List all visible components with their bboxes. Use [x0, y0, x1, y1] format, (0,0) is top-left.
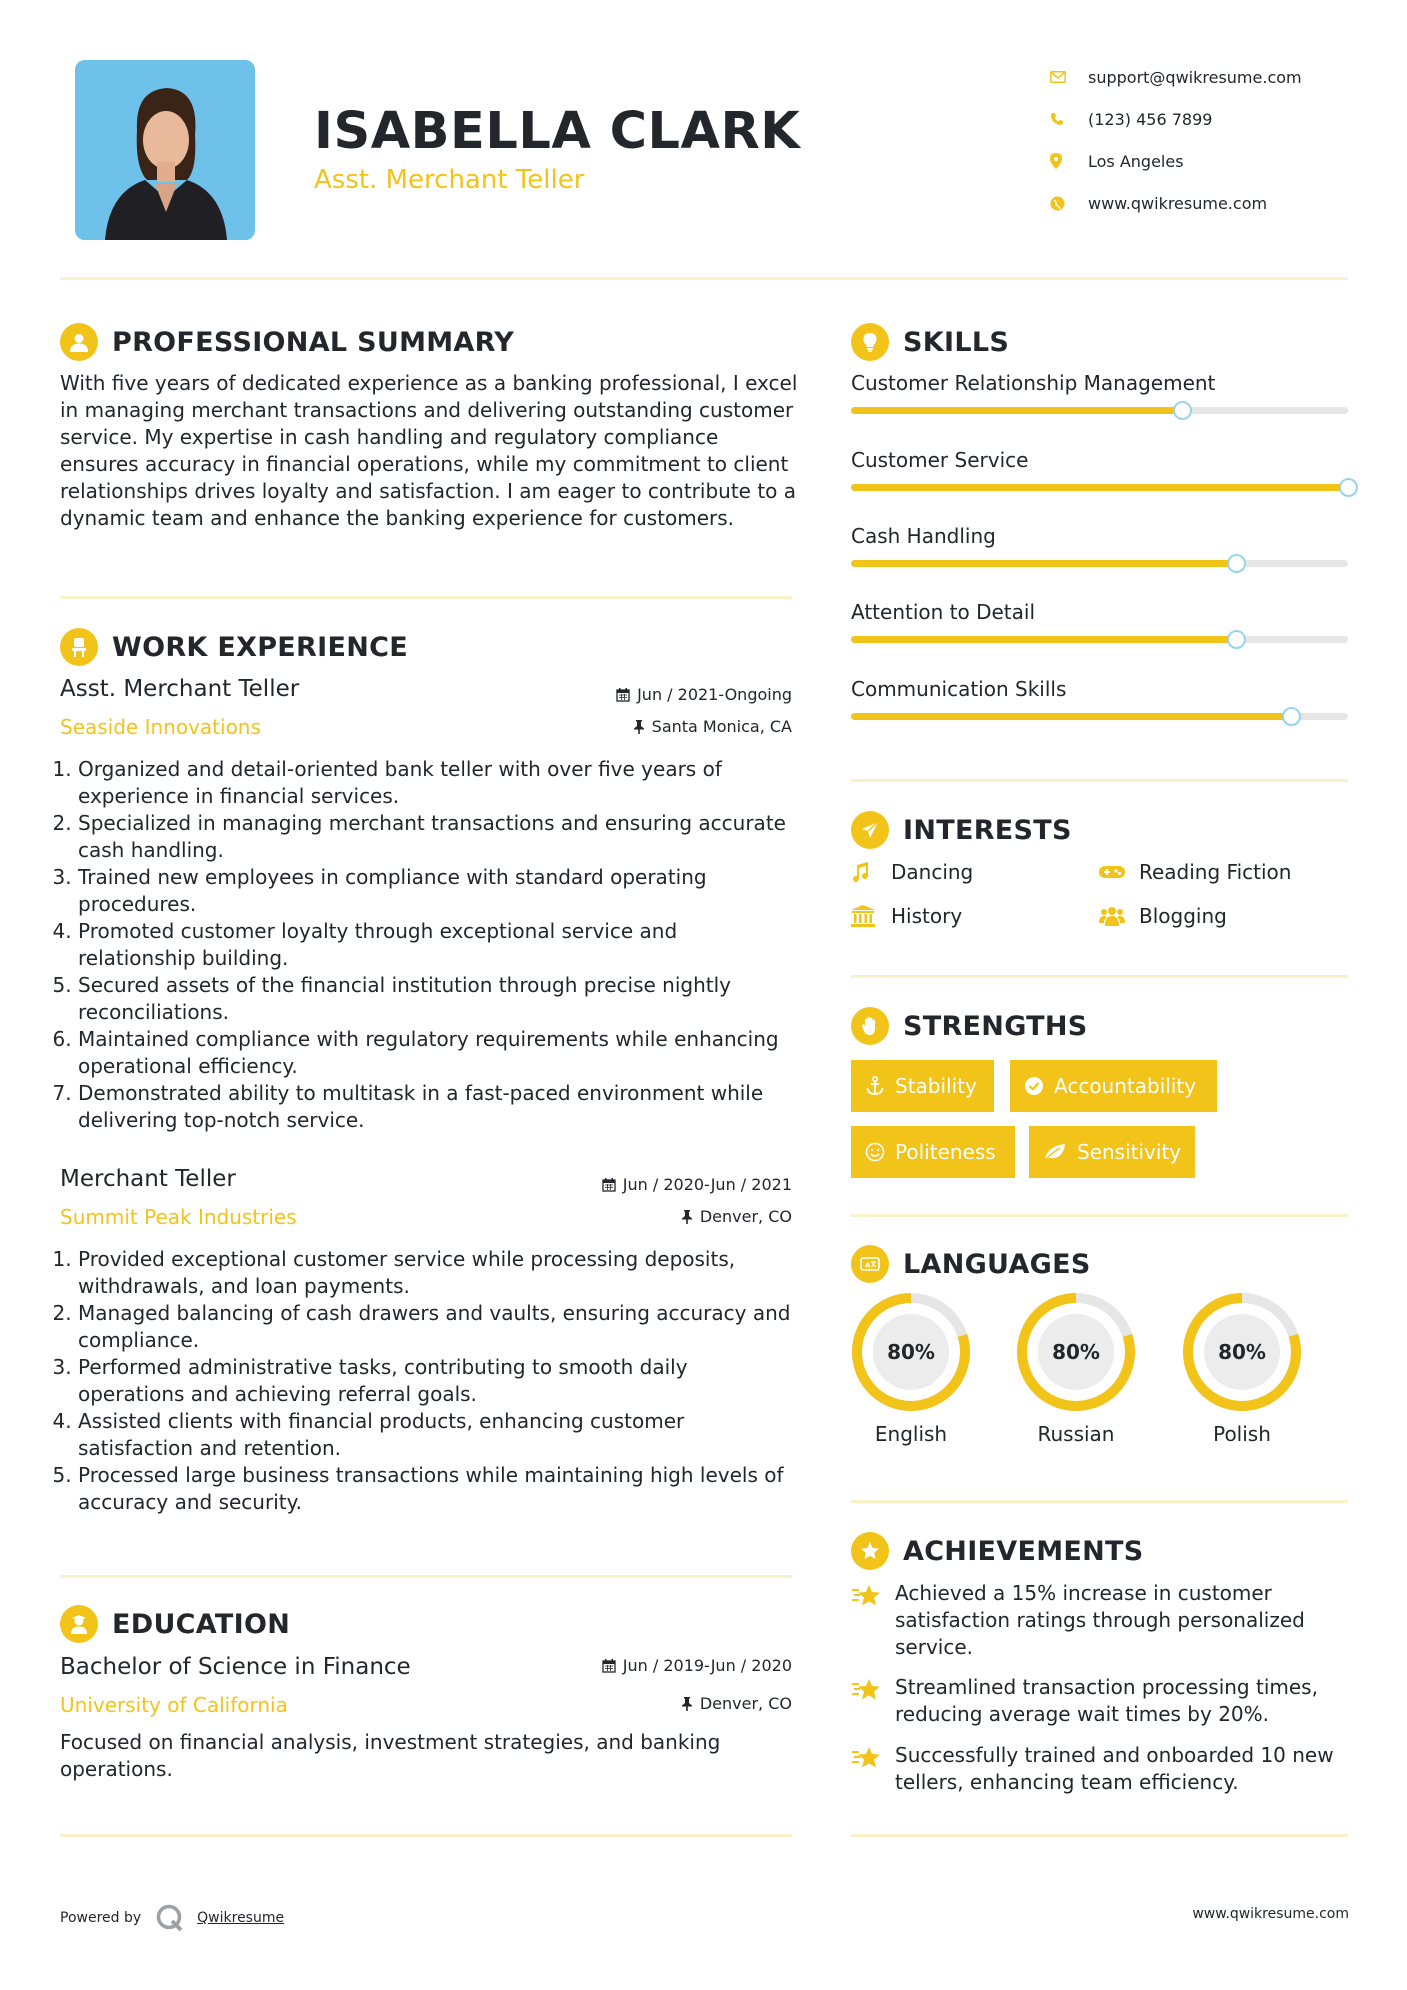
skill-bar-fill [851, 484, 1348, 491]
contact-list [1050, 56, 1370, 224]
skill-bar-knob [1227, 554, 1246, 573]
list-item: 3. Performed administrative tasks, contributing to smooth daily operations and achieving referral goals. [78, 1354, 800, 1408]
footer-brand-link[interactable]: Qwikresume [197, 1910, 285, 1926]
list-item: 5. Processed large business transactions while maintaining high levels of accuracy and security. [78, 1462, 800, 1516]
gamepad-icon [1099, 864, 1139, 880]
list-item: 1. Organized and detail-oriented bank teller with over five years of experience in financial services. [78, 756, 800, 810]
experience-divider [60, 1575, 792, 1578]
strengths-heading: STRENGTHS [851, 1007, 1088, 1045]
candidate-title: Asst. Merchant Teller [314, 165, 585, 195]
skill-item: Customer Service [851, 448, 1348, 472]
job-bullets [60, 1246, 800, 1516]
job-location: Denver, CO [681, 1207, 792, 1226]
skill-bar [851, 713, 1348, 720]
candidate-name: ISABELLA CLARK [314, 102, 801, 161]
job-date: Jun / 2021-Ongoing [616, 685, 792, 704]
language-item [1014, 1290, 1138, 1446]
paper-plane-icon [851, 811, 889, 849]
strength-badge: Sensitivity [1029, 1126, 1195, 1178]
list-item: 4. Promoted customer loyalty through exceptional service and relationship building. [78, 918, 800, 972]
lightbulb-icon [851, 323, 889, 361]
interest-item: History [851, 904, 962, 928]
leaf-icon [1043, 1142, 1067, 1162]
contact-website-text: www.qwikresume.com [1088, 193, 1268, 213]
skill-bar-knob [1282, 707, 1301, 726]
list-item: 7. Demonstrated ability to multitask in a fast-paced environment while delivering top-notch service. [78, 1080, 800, 1134]
list-item: 5. Secured assets of the financial institution through precise nightly reconciliations. [78, 972, 800, 1026]
strength-badge: Accountability [1010, 1060, 1217, 1112]
strength-badge: Politeness [851, 1126, 1015, 1178]
star-badge-icon [851, 1532, 889, 1570]
svg-text:A: A [865, 1261, 871, 1270]
header-divider [60, 277, 1348, 280]
users-icon [1099, 906, 1139, 926]
language-percent: 80% [1052, 1340, 1100, 1364]
achievements-heading: ACHIEVEMENTS [851, 1532, 1144, 1570]
user-icon [60, 323, 98, 361]
summary-heading: PROFESSIONAL SUMMARY [60, 323, 514, 361]
achievements-divider [851, 1834, 1348, 1837]
globe-icon [1050, 196, 1088, 211]
language-ring [1180, 1290, 1304, 1414]
music-note-icon [851, 862, 891, 882]
museum-icon [851, 905, 891, 927]
contact-location [1050, 140, 1370, 182]
contact-email-text: support@qwikresume.com [1088, 67, 1302, 87]
languages-divider [851, 1500, 1348, 1503]
education-location: Denver, CO [681, 1694, 792, 1713]
job-title: Asst. Merchant Teller [60, 676, 300, 702]
calendar-icon [602, 1178, 616, 1192]
education-heading: EDUCATION [60, 1605, 290, 1643]
contact-phone-text: (123) 456 7899 [1088, 109, 1213, 129]
summary-text: With five years of dedicated experience as a banking professional, I excel in managing merchant transactions and delivering outstanding customer service. My expertise in cash handling and regulatory compliance ensures accuracy in financial operations, while my commitment to client relationships drives loyalty and satisfaction. I am eager to contribute to a dynamic team and enhance the banking experience for customers. [60, 371, 798, 530]
skill-bar-fill [851, 713, 1291, 720]
skills-divider [851, 779, 1348, 782]
language-name: English [874, 1422, 948, 1446]
footer-url[interactable]: www.qwikresume.com [1192, 1906, 1349, 1922]
list-item: 2. Specialized in managing merchant transactions and ensuring accurate cash handling. [78, 810, 800, 864]
job-title: Merchant Teller [60, 1166, 236, 1192]
star-icon [851, 1742, 895, 1796]
strength-badge: Stability [851, 1060, 994, 1112]
achievement-item: Achieved a 15% increase in customer satisfaction ratings through personalized service. [851, 1580, 1351, 1661]
skill-item: Attention to Detail [851, 600, 1348, 624]
degree-title: Bachelor of Science in Finance [60, 1654, 411, 1680]
job-bullets [60, 756, 800, 1134]
calendar-icon [602, 1659, 616, 1673]
language-item [1180, 1290, 1304, 1446]
smile-icon [865, 1142, 885, 1162]
qwikresume-logo-icon [155, 1903, 185, 1933]
skill-bar [851, 407, 1348, 414]
contact-email[interactable] [1050, 56, 1370, 98]
job-location: Santa Monica, CA [633, 717, 792, 736]
language-item [849, 1290, 973, 1446]
interest-item: Blogging [1099, 904, 1227, 928]
skill-bar-fill [851, 560, 1236, 567]
skill-item: Communication Skills [851, 677, 1348, 701]
languages-heading: A LANGUAGES [851, 1245, 1091, 1283]
language-percent: 80% [1218, 1340, 1266, 1364]
job-company: Seaside Innovations [60, 715, 261, 739]
contact-website[interactable] [1050, 182, 1370, 224]
envelope-icon [1050, 71, 1088, 83]
language-ring [1014, 1290, 1138, 1414]
profile-photo [75, 60, 255, 240]
star-icon [851, 1674, 895, 1728]
school-name: University of California [60, 1693, 288, 1717]
list-item: 1. Provided exceptional customer service while processing deposits, withdrawals, and loan payments. [78, 1246, 800, 1300]
interest-item: Reading Fiction [1099, 860, 1291, 884]
phone-icon [1050, 112, 1088, 126]
skill-item: Cash Handling [851, 524, 1348, 548]
hand-icon [851, 1007, 889, 1045]
list-item: 4. Assisted clients with financial products, enhancing customer satisfaction and retention. [78, 1408, 800, 1462]
skill-bar-knob [1173, 401, 1192, 420]
map-pin-icon [1050, 153, 1088, 169]
anchor-icon [865, 1076, 885, 1096]
achievement-item: Successfully trained and onboarded 10 new tellers, enhancing team efficiency. [851, 1742, 1351, 1796]
list-item: 6. Maintained compliance with regulatory requirements while enhancing operational efficiency. [78, 1026, 800, 1080]
achievement-item: Streamlined transaction processing times, reducing average wait times by 20%. [851, 1674, 1351, 1728]
skills-heading: SKILLS [851, 323, 1009, 361]
skill-bar [851, 560, 1348, 567]
skill-bar [851, 636, 1348, 643]
interests-heading: INTERESTS [851, 811, 1072, 849]
star-icon [851, 1580, 895, 1661]
check-circle-icon [1024, 1076, 1044, 1096]
interests-divider [851, 975, 1348, 978]
contact-location-text: Los Angeles [1088, 151, 1184, 171]
graduate-icon [60, 1605, 98, 1643]
job-company: Summit Peak Industries [60, 1205, 297, 1229]
list-item: 2. Managed balancing of cash drawers and vaults, ensuring accuracy and compliance. [78, 1300, 800, 1354]
language-name: Russian [1037, 1422, 1115, 1446]
language-percent: 80% [887, 1340, 935, 1364]
language-ring [849, 1290, 973, 1414]
education-description: Focused on financial analysis, investment strategies, and banking operations. [60, 1730, 721, 1781]
skill-bar-fill [851, 407, 1182, 414]
chair-icon [60, 628, 98, 666]
job-date: Jun / 2020-Jun / 2021 [602, 1175, 792, 1194]
experience-heading: WORK EXPERIENCE [60, 628, 408, 666]
pushpin-icon [633, 720, 645, 734]
skill-bar [851, 484, 1348, 491]
skill-bar-knob [1339, 478, 1358, 497]
education-divider [60, 1834, 792, 1837]
list-item: 3. Trained new employees in compliance with standard operating procedures. [78, 864, 800, 918]
skill-bar-knob [1227, 630, 1246, 649]
pushpin-icon [681, 1697, 693, 1711]
interest-item: Dancing [851, 860, 973, 884]
footer-powered-by: Powered by Qwikresume [60, 1903, 284, 1933]
skill-item: Customer Relationship Management [851, 371, 1348, 395]
pushpin-icon [681, 1210, 693, 1224]
skill-bar-fill [851, 636, 1236, 643]
calendar-icon [616, 688, 630, 702]
language-name: Polish [1213, 1422, 1271, 1446]
strengths-divider [851, 1214, 1348, 1217]
translate-icon [851, 1245, 889, 1283]
summary-divider [60, 596, 792, 599]
education-date: Jun / 2019-Jun / 2020 [602, 1656, 792, 1675]
contact-phone[interactable] [1050, 98, 1370, 140]
